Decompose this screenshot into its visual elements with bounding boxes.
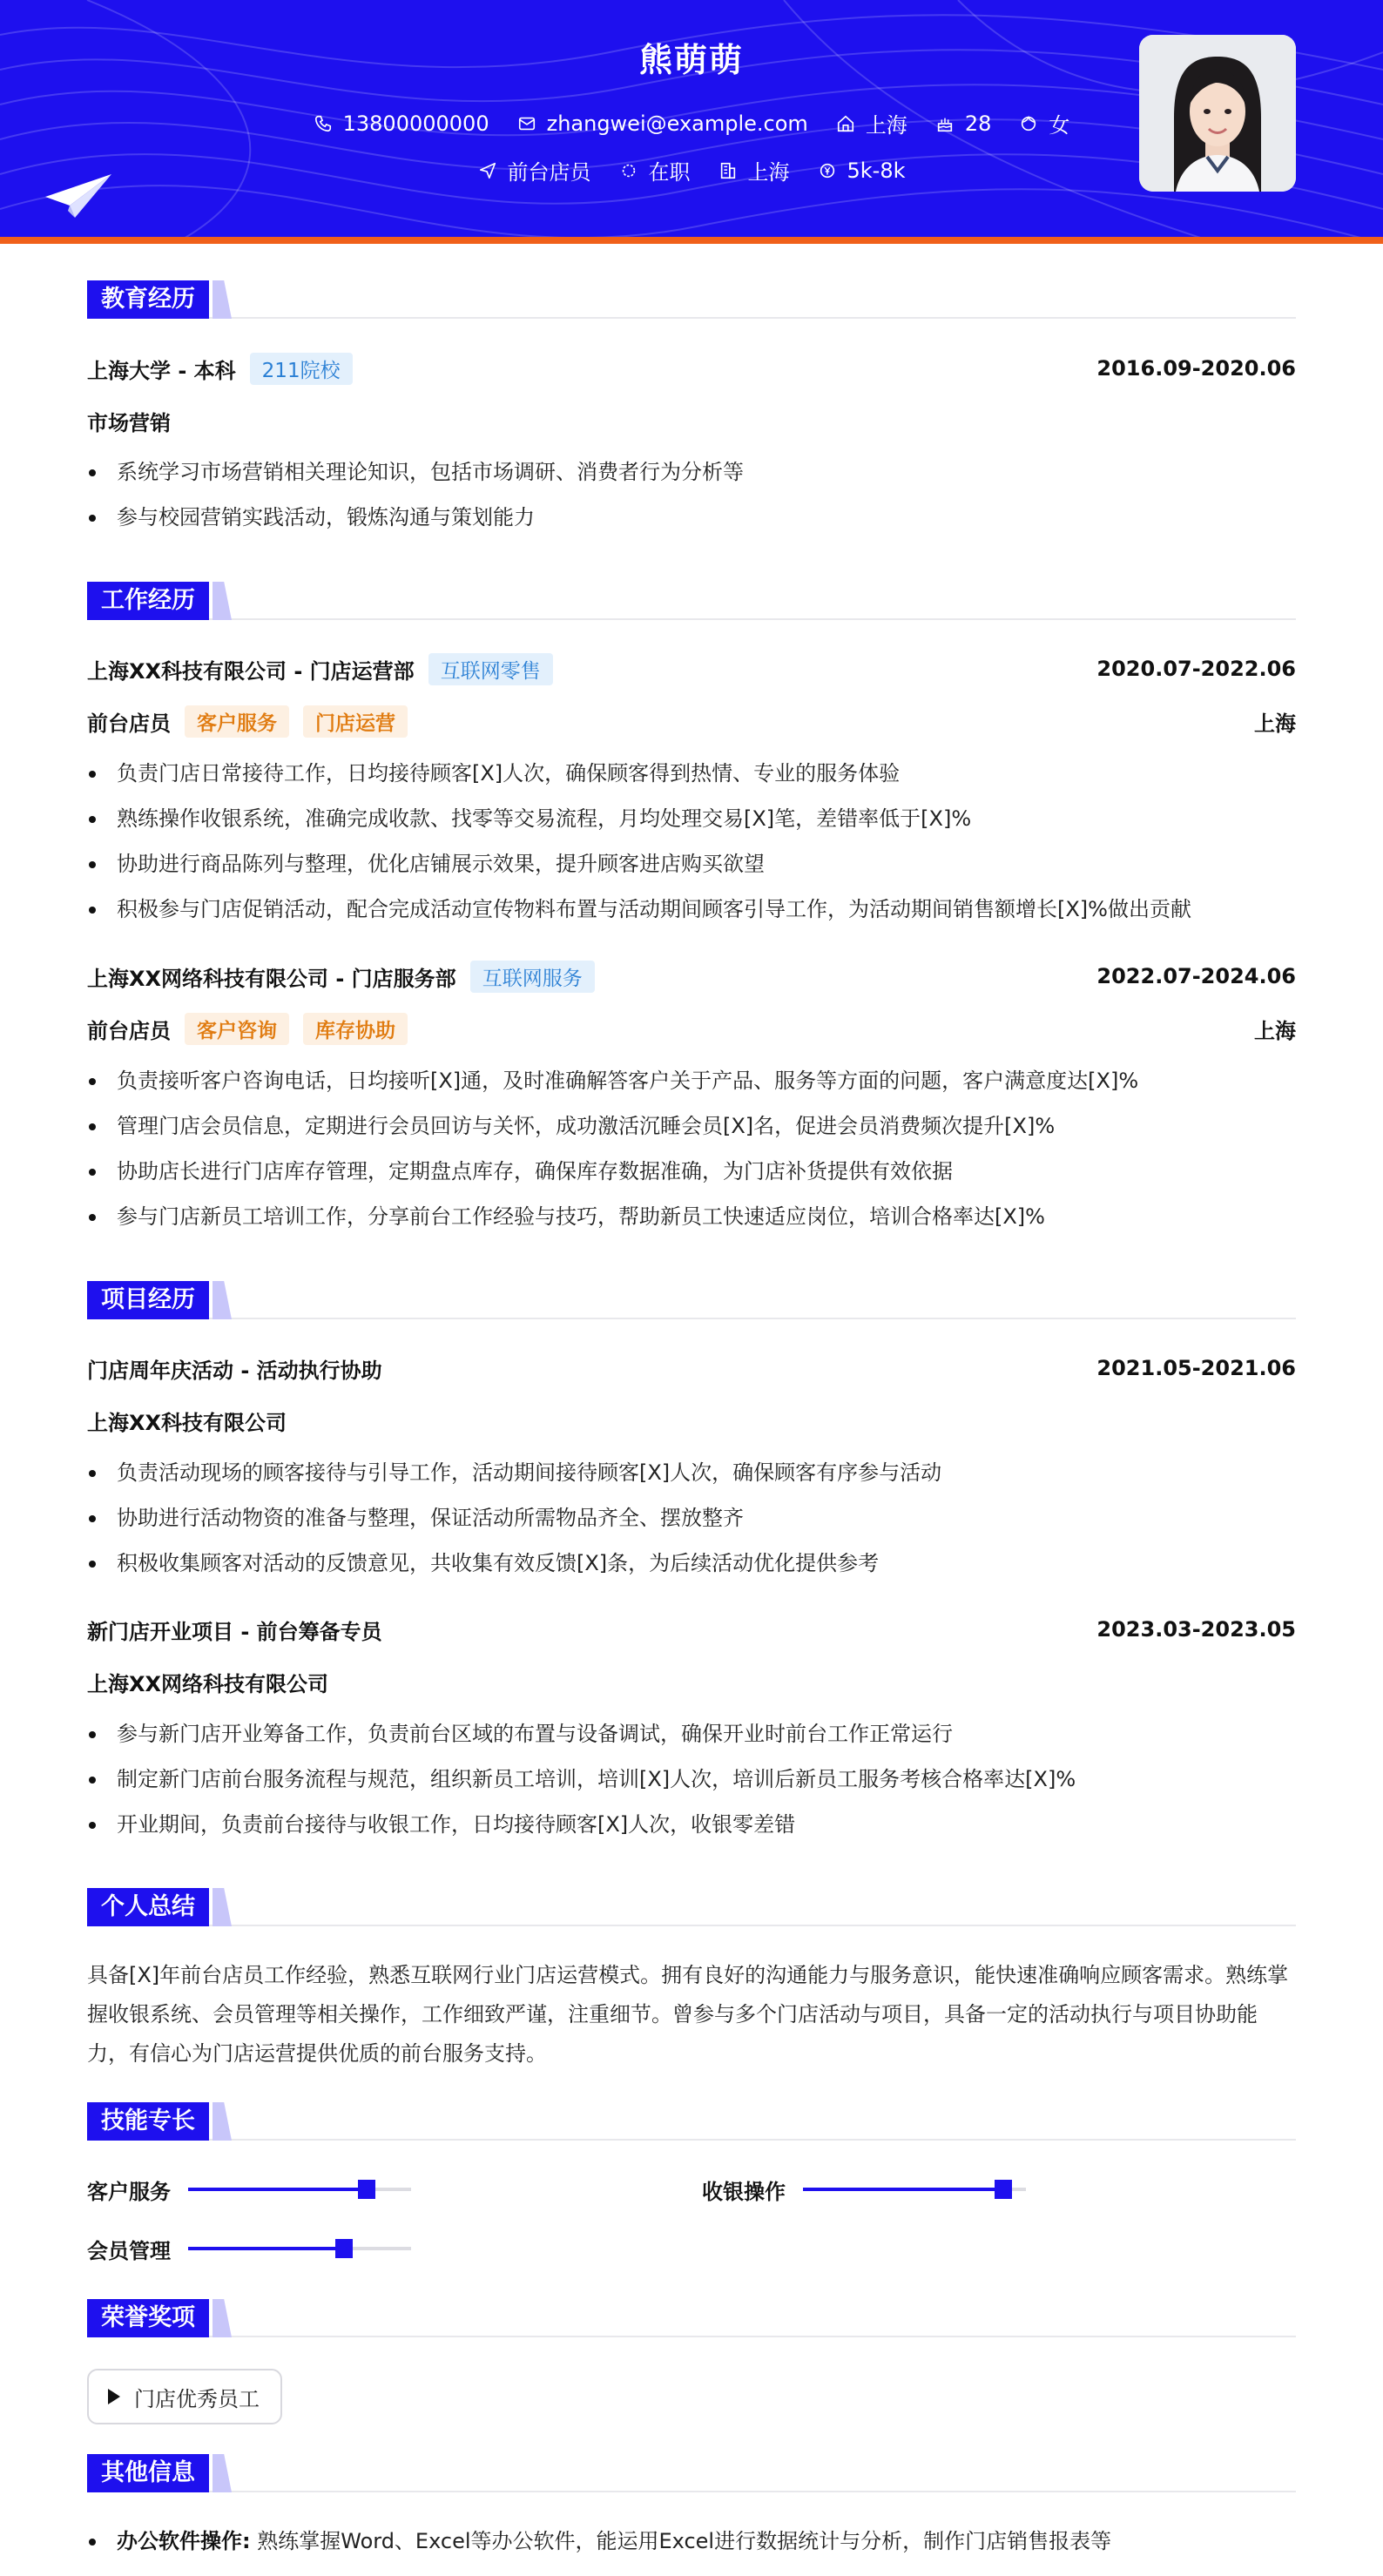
phone-icon: [314, 114, 333, 133]
project-company-row: [87, 1666, 1296, 1697]
location-info: [836, 108, 907, 138]
section-work: [87, 582, 1296, 620]
list-item: 协助进行商品陈列与整理，优化店铺展示效果，提升顾客进店购买欲望: [87, 848, 1296, 880]
list-item: 熟练操作收银系统，准确完成收款、找零等交易流程，月均处理交易[X]笔，差错率低于[X]%: [87, 803, 1296, 834]
list-item: 管理门店会员信息，定期进行会员回访与关怀，成功激活沉睡会员[X]名，促进会员消费频次提升[X]%: [87, 1110, 1296, 1142]
project-company: 上海XX网络科技有限公司: [87, 1671, 329, 1696]
skill-tag: 客户服务: [185, 705, 289, 738]
list-item: 协助进行活动物资的准备与整理，保证活动所需物品齐全、摆放整齐: [87, 1502, 1296, 1534]
award-badge: [87, 2369, 282, 2424]
status-info: [619, 155, 691, 185]
gender-icon: [1019, 114, 1038, 133]
project-header: [87, 1352, 1296, 1384]
skill-item: [702, 2174, 1026, 2205]
role: 前台店员: [87, 1018, 171, 1043]
list-item: 参与新门店开业筹备工作，负责前台区域的布置与设备调试，确保开业时前台工作正常运行: [87, 1718, 1296, 1750]
skill-item: [87, 2233, 411, 2264]
role: 前台店员: [87, 711, 171, 736]
list-item: 负责接听客户咨询电话，日均接听[X]通，及时准确解答客户关于产品、服务等方面的问题，客户满意度达[X]%: [87, 1065, 1296, 1096]
gender-info: [1019, 108, 1069, 138]
work-place: 上海: [1254, 711, 1296, 736]
age-text: 28: [964, 111, 992, 136]
skill-tag: 客户咨询: [185, 1013, 289, 1045]
home-icon: [836, 114, 855, 133]
section-title-other: 其他信息: [87, 2454, 209, 2492]
skill-tag: 库存协助: [303, 1013, 408, 1045]
section-skills: [87, 2102, 1296, 2141]
list-item: 积极参与门店促销活动，配合完成活动宣传物料布置与活动期间顾客引导工作，为活动期间销售额增长[X]%做出贡献: [87, 894, 1296, 925]
list-item: 参与门店新员工培训工作，分享前台工作经验与技巧，帮助新员工快速适应岗位，培训合格率达[X]%: [87, 1201, 1296, 1232]
skill-item: [87, 2174, 411, 2205]
status-icon: [619, 161, 638, 180]
skill-name: 会员管理: [87, 2238, 171, 2263]
school-name: 上海大学 - 本科: [87, 358, 236, 383]
portrait-image: [1139, 35, 1296, 192]
other-label: 办公软件操作:: [117, 2529, 251, 2553]
work-header: [87, 961, 1296, 992]
gender-text: 女: [1049, 113, 1070, 138]
section-education: [87, 280, 1296, 319]
status-text: 在职: [648, 160, 691, 185]
city-text: 上海: [747, 160, 790, 185]
summary-text: 具备[X]年前台店员工作经验，熟悉互联网行业门店运营模式。拥有良好的沟通能力与服务意识，能快速准确响应顾客需求。熟练掌握收银系统、会员管理等相关操作，工作细致严谨，注重细节。曾参与多个门店活动与项目，具备一定的活动执行与项目协助能力，有信心为门店运营提供优质的前台服务支持。: [87, 1963, 1289, 2066]
major: 市场营销: [87, 410, 171, 435]
email-info: [517, 111, 808, 136]
project-header: [87, 1614, 1296, 1645]
list-item: 参与校园营销实践活动，锻炼沟通与策划能力: [87, 502, 1296, 533]
section-title-education: 教育经历: [87, 280, 209, 319]
list-item: 制定新门店前台服务流程与规范，组织新员工培训，培训[X]人次，培训后新员工服务考核合格率达[X]%: [87, 1763, 1296, 1795]
education-date: 2016.09-2020.06: [1096, 356, 1296, 381]
education-major-row: [87, 405, 1296, 436]
skill-bar: [803, 2188, 1026, 2191]
location-text: 上海: [865, 113, 907, 138]
project-name: 门店周年庆活动 - 活动执行协助: [87, 1358, 382, 1383]
age-info: [935, 111, 992, 136]
avatar: [1139, 35, 1296, 192]
list-item: [87, 2525, 1296, 2557]
resume-header: [0, 0, 1383, 244]
play-icon: [108, 2389, 120, 2404]
company-name: 上海XX科技有限公司 - 门店运营部: [87, 658, 415, 684]
section-title-summary: 个人总结: [87, 1888, 209, 1926]
work-date: 2020.07-2022.06: [1096, 657, 1296, 681]
phone-text: 13800000000: [342, 111, 489, 136]
work-role-row: [87, 1013, 1296, 1044]
project-name: 新门店开业项目 - 前台筹备专员: [87, 1619, 382, 1644]
list-item: 负责活动现场的顾客接待与引导工作，活动期间接待顾客[X]人次，确保顾客有序参与活动: [87, 1457, 1296, 1488]
send-icon: [478, 161, 497, 180]
city-info: [718, 155, 790, 185]
mail-icon: [517, 114, 536, 133]
position-info: [478, 155, 591, 185]
award-name: 门店优秀员工: [134, 2386, 260, 2411]
paper-plane-icon: [44, 171, 113, 219]
skill-name: 客户服务: [87, 2179, 171, 2204]
money-icon: [818, 161, 837, 180]
section-other: [87, 2454, 1296, 2492]
skill-name: 收银操作: [702, 2179, 786, 2204]
position-text: 前台店员: [507, 160, 591, 185]
list-item: 系统学习市场营销相关理论知识，包括市场调研、消费者行为分析等: [87, 456, 1296, 488]
section-awards: [87, 2299, 1296, 2337]
salary-info: [818, 158, 906, 183]
education-header: [87, 353, 1296, 384]
school-tag: 211院校: [250, 353, 353, 385]
candidate-name: 熊萌萌: [638, 41, 744, 79]
project-company: 上海XX科技有限公司: [87, 1410, 287, 1435]
work-date: 2022.07-2024.06: [1096, 964, 1296, 988]
email-text: zhangwei@example.com: [546, 111, 808, 136]
section-projects: [87, 1281, 1296, 1319]
work-place: 上海: [1254, 1018, 1296, 1043]
project-date: 2023.03-2023.05: [1096, 1617, 1296, 1642]
section-summary: [87, 1888, 1296, 1926]
phone-info: [314, 111, 489, 136]
company-name: 上海XX网络科技有限公司 - 门店服务部: [87, 966, 456, 991]
project-company-row: [87, 1405, 1296, 1436]
section-title-awards: 荣誉奖项: [87, 2299, 209, 2337]
project-date: 2021.05-2021.06: [1096, 1356, 1296, 1380]
building-icon: [718, 161, 738, 180]
list-item: 开业期间，负责前台接待与收银工作，日均接待顾客[X]人次，收银零差错: [87, 1809, 1296, 1840]
section-title-work: 工作经历: [87, 582, 209, 620]
other-text: 熟练掌握Word、Excel等办公软件，能运用Excel进行数据统计与分析，制作门店销售报表等: [257, 2529, 1112, 2553]
list-item: 积极收集顾客对活动的反馈意见，共收集有效反馈[X]条，为后续活动优化提供参考: [87, 1548, 1296, 1579]
skill-bar: [188, 2247, 411, 2250]
skill-bar: [188, 2188, 411, 2191]
list-item: 协助店长进行门店库存管理，定期盘点库存，确保库存数据准确，为门店补货提供有效依据: [87, 1156, 1296, 1187]
section-title-skills: 技能专长: [87, 2102, 209, 2141]
work-header: [87, 653, 1296, 684]
industry-tag: 互联网服务: [470, 961, 595, 993]
section-title-projects: 项目经历: [87, 1281, 209, 1319]
work-role-row: [87, 705, 1296, 737]
cake-icon: [935, 114, 955, 133]
salary-text: 5k-8k: [847, 158, 906, 183]
list-item: 负责门店日常接待工作，日均接待顾客[X]人次，确保顾客得到热情、专业的服务体验: [87, 758, 1296, 789]
industry-tag: 互联网零售: [428, 653, 553, 685]
skill-tag: 门店运营: [303, 705, 408, 738]
